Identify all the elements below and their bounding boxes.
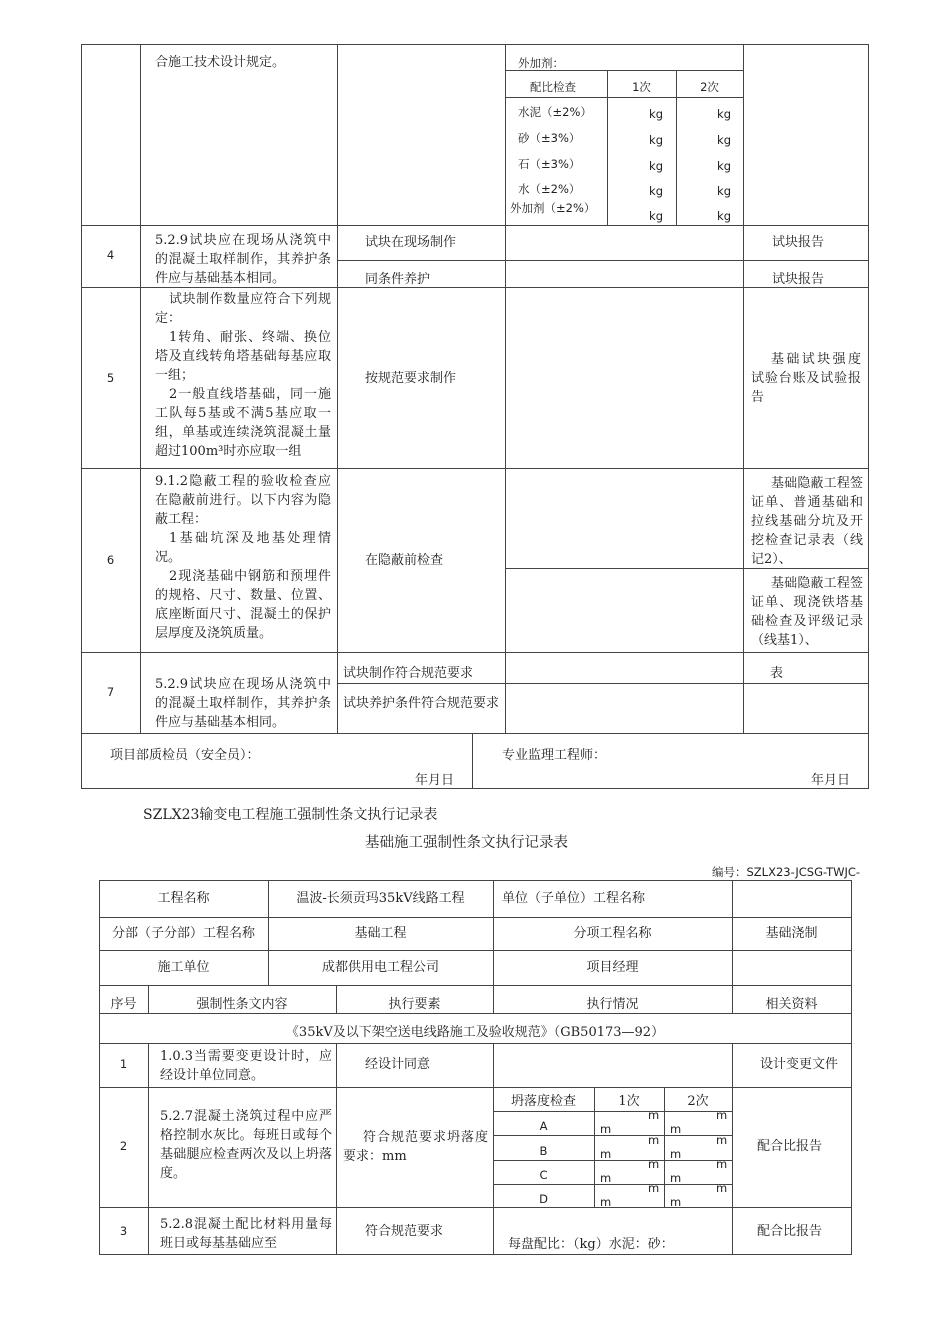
requirement-text: 在隐蔽前检查	[365, 553, 444, 568]
unit-mark: m	[648, 1133, 660, 1147]
requirement-text: 按规范要求制作	[365, 371, 457, 386]
row-number: 6	[106, 553, 115, 567]
unit-mark: m	[670, 1147, 682, 1161]
unit-mark: m	[716, 1108, 728, 1122]
slump-row-label: B	[539, 1144, 548, 1158]
project-manager-label: 项目经理	[586, 960, 639, 975]
row-number: 2	[119, 1139, 128, 1153]
clause-paragraph: 2现浇基础中钢筋和预埋件的规格、尺寸、数量、位置、底座断面尺寸、混凝土的保护层厚度及浇筑质量。	[155, 569, 331, 641]
status-text: 每盘配比：（kg）水泥：砂：	[508, 1237, 674, 1252]
mix-row-label: 石（±3%）	[518, 157, 581, 171]
requirement-text: 符合规范要求	[365, 1224, 444, 1239]
unit-mark: m	[648, 1108, 660, 1122]
requirement-text: 试块在现场制作	[365, 235, 457, 250]
clause-text: 5.2.9试块应在现场从浇筑中的混凝土取样制作，其养护条件应与基础基本相同。	[155, 233, 331, 286]
mix-row-unit: kg	[717, 159, 731, 173]
document-text: 配合比报告	[757, 1139, 823, 1154]
item-project-label: 分项工程名称	[573, 926, 652, 941]
header-status: 执行情况	[586, 997, 639, 1012]
clause-paragraph: 1转角、耐张、终端、换位塔及直线转角塔基础每基应取一组；	[155, 330, 331, 383]
header-documents: 相关资料	[765, 997, 818, 1012]
unit-mark: m	[670, 1122, 682, 1136]
unit-mark: m	[600, 1147, 612, 1161]
unit-mark: m	[716, 1157, 728, 1171]
slump-header-first: 1次	[618, 1094, 640, 1109]
slump-row-label: A	[539, 1119, 548, 1133]
document-text: 试块报告	[772, 235, 825, 250]
unit-mark: m	[648, 1157, 660, 1171]
contractor-label: 施工单位	[157, 960, 210, 975]
admix-label: 外加剂：	[518, 56, 564, 70]
header-no: 序号	[110, 997, 137, 1012]
mix-row-label: 砂（±3%）	[518, 131, 581, 145]
project-name-label: 工程名称	[157, 891, 210, 906]
document-text: 配合比报告	[757, 1224, 823, 1239]
mix-row-unit: kg	[717, 209, 731, 223]
header-clause: 强制性条文内容	[196, 997, 288, 1012]
document-text: 基础隐蔽工程签证单、现浇铁塔基础检查及评级记录（线基1）、	[751, 576, 863, 648]
clause-text: 5.2.8混凝土配比材料用量每班日或每基基础应至	[160, 1217, 332, 1251]
unit-mark: m	[600, 1195, 612, 1209]
document-text: 基础隐蔽工程签证单、普通基础和拉线基础分坑及开挖检查记录表（线记2）、	[751, 476, 863, 566]
mix-row-label: 外加剂（±2%）	[510, 201, 596, 215]
document-text: 基础试块强度试验台账及试验报告	[751, 352, 861, 405]
slump-row-label: D	[539, 1192, 548, 1206]
row-number: 7	[106, 685, 115, 699]
unit-mark: m	[670, 1171, 682, 1185]
mix-row-unit: kg	[649, 133, 663, 147]
mix-row-unit: kg	[717, 184, 731, 198]
date-label: 年月日	[415, 773, 455, 788]
requirement-text: 试块制作符合规范要求	[343, 666, 474, 681]
document-text: 表	[770, 666, 784, 681]
row-number: 5	[106, 371, 115, 385]
qc-inspector-label: 项目部质检员（安全员）：	[110, 748, 260, 763]
clause-paragraph: 试块制作数量应符合下列规定：	[155, 292, 331, 326]
clause-paragraph: 9.1.2隐蔽工程的验收检查应在隐蔽前进行。以下内容为隐蔽工程：	[155, 474, 331, 527]
requirement-text: 符合规范要求坍落度要求：mm	[343, 1130, 488, 1164]
sub-project-value: 基础工程	[354, 926, 407, 941]
mix-header-first: 1次	[632, 80, 651, 94]
mix-row-unit: kg	[649, 107, 663, 121]
supervisor-label: 专业监理工程师：	[502, 748, 607, 763]
unit-mark: m	[600, 1171, 612, 1185]
document-text: 试块报告	[772, 272, 825, 287]
requirement-text: 同条件养护	[365, 272, 431, 287]
row-number: 1	[119, 1057, 128, 1071]
mix-row-label: 水（±2%）	[518, 182, 581, 196]
date-label: 年月日	[811, 773, 851, 788]
table-title: 基础施工强制性条文执行记录表	[365, 835, 568, 851]
mix-row-unit: kg	[649, 209, 663, 223]
standard-name: 《35kV及以下架空送电线路施工及验收规范》（GB50173—92）	[285, 1025, 665, 1040]
contractor-value: 成都供用电工程公司	[321, 960, 439, 975]
clause-continuation: 合施工技术设计规定。	[155, 55, 286, 70]
unit-mark: m	[716, 1133, 728, 1147]
unit-mark: m	[648, 1181, 660, 1195]
mix-row-label: 水泥（±2%）	[518, 105, 592, 119]
item-project-value: 基础浇制	[765, 926, 818, 941]
slump-header-label: 坍落度检查	[510, 1094, 576, 1109]
mix-row-unit: kg	[717, 133, 731, 147]
row-number: 3	[119, 1224, 128, 1238]
slump-row-label: C	[539, 1168, 548, 1182]
unit-mark: m	[716, 1181, 728, 1195]
document-title: SZLX23输变电工程施工强制性条文执行记录表	[143, 807, 438, 823]
requirement-text: 经设计同意	[365, 1057, 431, 1072]
unit-mark: m	[600, 1122, 612, 1136]
mix-header-second: 2次	[700, 80, 719, 94]
unit-mark: m	[670, 1195, 682, 1209]
serial-number: 编号：SZLX23-JCSG-TWJC-	[712, 865, 861, 879]
mix-row-unit: kg	[649, 184, 663, 198]
mix-row-unit: kg	[717, 107, 731, 121]
sub-project-label: 分部（子分部）工程名称	[111, 926, 255, 941]
unit-name-label: 单位（子单位）工程名称	[502, 891, 646, 906]
mix-header-label: 配比检查	[530, 80, 576, 94]
header-requirement: 执行要素	[388, 997, 441, 1012]
document-text: 设计变更文件	[760, 1057, 839, 1072]
clause-text: 5.2.7混凝土浇筑过程中应严格控制水灰比。每班日或每个基础腿应检查两次及以上坍落度。	[160, 1109, 332, 1181]
clause-text: 5.2.9试块应在现场从浇筑中的混凝土取样制作，其养护条件应与基础基本相同。	[155, 677, 331, 730]
slump-header-second: 2次	[687, 1094, 709, 1109]
clause-paragraph: 2一般直线塔基础，同一施工队每5基或不满5基应取一组，单基或连续浇筑混凝土量超过100m³时亦应取一组	[155, 387, 331, 459]
row-number: 4	[106, 248, 115, 262]
clause-paragraph: 1基础坑深及地基处理情况。	[155, 531, 331, 565]
project-name-value: 温波-长须贡玛35kV线路工程	[296, 891, 465, 906]
requirement-text: 试块养护条件符合规范要求	[343, 696, 500, 711]
mix-row-unit: kg	[649, 159, 663, 173]
clause-text: 1.0.3当需要变更设计时，应经设计单位同意。	[160, 1049, 332, 1083]
